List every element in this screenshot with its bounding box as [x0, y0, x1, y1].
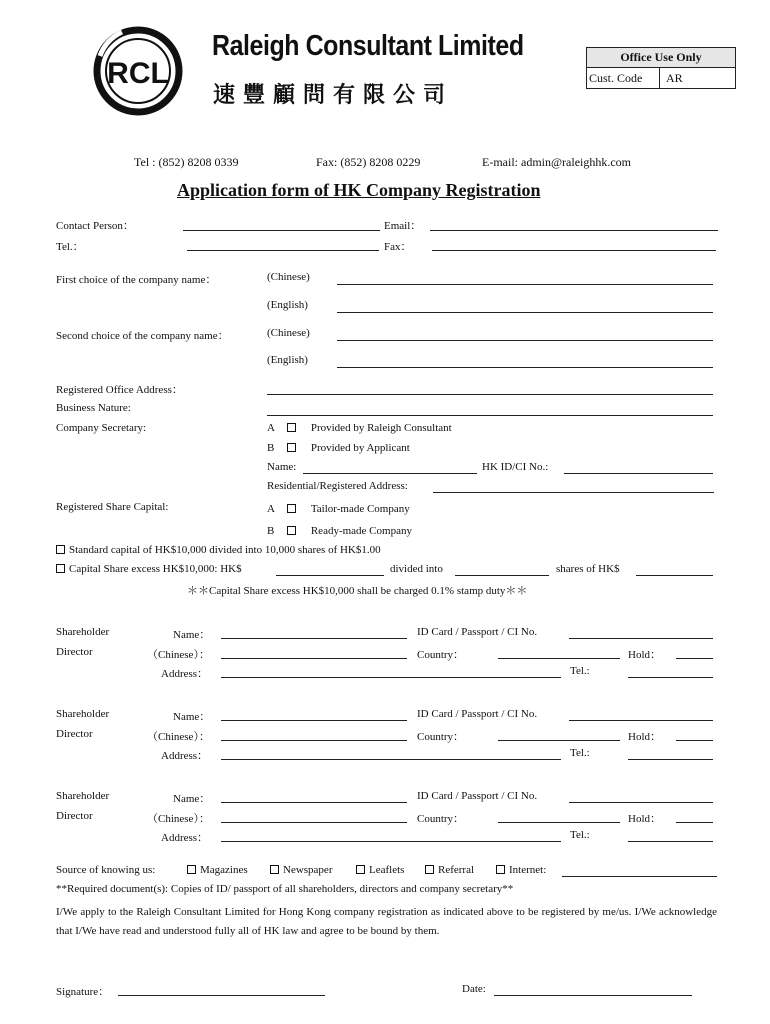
person-tel-label-3: Tel.:	[570, 829, 590, 841]
person-hold-field-1[interactable]	[676, 658, 713, 659]
first-english-field[interactable]	[337, 312, 713, 313]
contact-email: E-mail: admin@raleighhk.com	[482, 155, 632, 169]
option-b-letter: B	[267, 442, 275, 454]
source-option-text: Referral	[438, 864, 475, 876]
contact-person-label: Contact Person：	[56, 220, 134, 232]
share-option-b[interactable]	[267, 525, 412, 537]
source-leaflets[interactable]	[356, 864, 404, 876]
form-title: Application form of HK Company Registration	[177, 180, 541, 200]
source-label: Source of knowing us:	[56, 864, 156, 876]
secretary-option-b[interactable]	[267, 442, 410, 454]
excess-shares-field[interactable]	[455, 575, 549, 576]
person-chinese-label-3: （Chinese）：	[147, 813, 210, 825]
signature-field[interactable]	[118, 995, 325, 996]
checkbox-icon[interactable]	[496, 865, 505, 874]
shareholder-label-1: Shareholder	[56, 626, 110, 638]
cust-code-value: AR	[666, 71, 683, 85]
source-internet[interactable]	[496, 864, 546, 876]
second-chinese-label: (Chinese)	[267, 327, 310, 339]
person-chinese-label-1: （Chinese）：	[147, 649, 210, 661]
tel-field[interactable]	[187, 250, 379, 251]
divided-into-label: divided into	[390, 563, 443, 575]
fax-field[interactable]	[432, 250, 716, 251]
option-a-text: Provided by Raleigh Consultant	[310, 422, 452, 434]
person-country-field-2[interactable]	[498, 740, 620, 741]
person-country-field-3[interactable]	[498, 822, 620, 823]
person-chinese-label-2: （Chinese）：	[147, 731, 210, 743]
option-b-letter: B	[267, 525, 275, 537]
excess-capital-text: Capital Share excess HK$10,000: HK$	[69, 563, 242, 575]
email-label: Email：	[384, 220, 422, 232]
checkbox-icon[interactable]	[56, 564, 65, 573]
checkbox-icon[interactable]	[270, 865, 279, 874]
secretary-hkid-label: HK ID/CI No.:	[482, 461, 549, 473]
option-b-text: Ready-made Company	[310, 525, 412, 537]
person-id-field-1[interactable]	[569, 638, 713, 639]
person-hold-label-2: Hold：	[628, 731, 661, 743]
cust-code-label: Cust. Code	[587, 68, 660, 88]
person-hold-field-3[interactable]	[676, 822, 713, 823]
source-option-text: Internet:	[509, 864, 547, 876]
tel-label: Tel.：	[56, 241, 84, 253]
checkbox-icon[interactable]	[287, 504, 296, 513]
person-country-label-3: Country：	[417, 813, 465, 825]
second-english-field[interactable]	[337, 367, 713, 368]
first-chinese-label: (Chinese)	[267, 271, 310, 283]
director-label-1: Director	[56, 646, 93, 658]
person-name-field-3[interactable]	[221, 802, 407, 803]
person-id-label-1: ID Card / Passport / CI No.	[417, 626, 538, 638]
checkbox-icon[interactable]	[187, 865, 196, 874]
signature-label: Signature：	[56, 986, 110, 998]
shareholder-label-2: Shareholder	[56, 708, 110, 720]
secretary-address-field[interactable]	[433, 492, 714, 493]
person-country-label-1: Country：	[417, 649, 465, 661]
second-chinese-field[interactable]	[337, 340, 713, 341]
person-hold-label-1: Hold：	[628, 649, 661, 661]
business-nature-field[interactable]	[267, 415, 713, 416]
person-id-label-3: ID Card / Passport / CI No.	[417, 790, 538, 802]
person-chinese-field-1[interactable]	[221, 658, 407, 659]
source-option-text: Leaflets	[369, 864, 405, 876]
person-name-field-2[interactable]	[221, 720, 407, 721]
fax-label: Fax：	[384, 241, 412, 253]
person-chinese-field-2[interactable]	[221, 740, 407, 741]
email-field[interactable]	[430, 230, 718, 231]
director-label-3: Director	[56, 810, 93, 822]
registered-office-field[interactable]	[267, 394, 713, 395]
checkbox-icon[interactable]	[56, 545, 65, 554]
person-tel-label-2: Tel.:	[570, 747, 590, 759]
share-capital-label: Registered Share Capital:	[56, 501, 169, 513]
person-chinese-field-3[interactable]	[221, 822, 407, 823]
person-tel-field-2[interactable]	[628, 759, 713, 760]
person-hold-label-3: Hold：	[628, 813, 661, 825]
person-name-field-1[interactable]	[221, 638, 407, 639]
contact-person-field[interactable]	[183, 230, 380, 231]
person-address-field-3[interactable]	[221, 841, 561, 842]
person-address-field-1[interactable]	[221, 677, 561, 678]
option-a-text: Tailor-made Company	[310, 503, 410, 515]
source-referral[interactable]	[425, 864, 474, 876]
brand-name-chinese: 速豐顧問有限公司	[213, 83, 454, 108]
second-english-label: (English)	[267, 354, 308, 366]
share-option-a[interactable]	[267, 503, 410, 515]
first-chinese-field[interactable]	[337, 284, 713, 285]
person-name-label-1: Name：	[173, 629, 211, 641]
source-magazines[interactable]	[187, 864, 248, 876]
checkbox-icon[interactable]	[287, 443, 296, 452]
first-choice-label: First choice of the company name：	[56, 274, 217, 286]
source-newspaper[interactable]	[270, 864, 332, 876]
checkbox-icon[interactable]	[425, 865, 434, 874]
checkbox-icon[interactable]	[287, 423, 296, 432]
person-name-label-2: Name：	[173, 711, 211, 723]
director-label-2: Director	[56, 728, 93, 740]
option-a-letter: A	[267, 422, 275, 434]
option-a-letter: A	[267, 503, 275, 515]
stamp-duty-note: ＊＊Capital Share excess HK$10,000 shall be charged 0.1% stamp duty＊＊	[187, 585, 528, 597]
checkbox-icon[interactable]	[356, 865, 365, 874]
contact-fax: Fax: (852) 8208 0229	[316, 155, 421, 169]
secretary-name-label: Name:	[267, 461, 297, 473]
person-hold-field-2[interactable]	[676, 740, 713, 741]
person-tel-field-1[interactable]	[628, 677, 713, 678]
person-tel-field-3[interactable]	[628, 841, 713, 842]
first-english-label: (English)	[267, 299, 308, 311]
date-field[interactable]	[494, 995, 692, 996]
person-country-field-1[interactable]	[498, 658, 620, 659]
contact-tel: Tel : (852) 8208 0339	[134, 155, 239, 169]
person-tel-label-1: Tel.:	[570, 665, 590, 677]
company-logo	[92, 26, 184, 116]
secretary-label: Company Secretary:	[56, 422, 147, 434]
brand-name-english: Raleigh Consultant Limited	[212, 30, 524, 62]
secretary-option-a[interactable]	[267, 422, 452, 434]
excess-capital-option[interactable]	[56, 563, 242, 575]
second-choice-label: Second choice of the company name：	[56, 330, 229, 342]
date-label: Date:	[462, 983, 486, 995]
person-address-label-3: Address：	[161, 832, 209, 844]
person-id-field-2[interactable]	[569, 720, 713, 721]
required-documents: **Required document(s): Copies of ID/ passport of all shareholders, directors and company secretary**	[56, 883, 514, 895]
person-id-label-2: ID Card / Passport / CI No.	[417, 708, 538, 720]
source-option-text: Magazines	[200, 864, 248, 876]
person-address-label-1: Address：	[161, 668, 209, 680]
checkbox-icon[interactable]	[287, 526, 296, 535]
standard-capital-option[interactable]	[56, 544, 381, 556]
office-use-box	[586, 47, 736, 89]
person-address-label-2: Address：	[161, 750, 209, 762]
excess-par-field[interactable]	[636, 575, 713, 576]
registered-office-label: Registered Office Address：	[56, 384, 183, 396]
source-internet-field[interactable]	[562, 876, 717, 877]
secretary-address-label: Residential/Registered Address:	[267, 480, 408, 492]
excess-amount-field[interactable]	[276, 575, 384, 576]
logo-lettering: RCL	[107, 57, 169, 90]
shareholder-label-3: Shareholder	[56, 790, 110, 802]
person-name-label-3: Name：	[173, 793, 211, 805]
source-option-text: Newspaper	[283, 864, 333, 876]
secretary-hkid-field[interactable]	[564, 473, 713, 474]
standard-capital-text: Standard capital of HK$10,000 divided into 10,000 shares of HK$1.00	[69, 544, 381, 556]
shares-of-label: shares of HK$	[556, 563, 620, 575]
business-nature-label: Business Nature:	[56, 402, 131, 414]
declaration: I/We apply to the Raleigh Consultant Limited for Hong Kong company registration as indicated above to be registered by me/us. I/We acknowledge that I/We have read and understood fully all of HK law and agree to be bound by them.	[56, 906, 717, 937]
option-b-text: Provided by Applicant	[310, 442, 410, 454]
person-country-label-2: Country：	[417, 731, 465, 743]
secretary-name-field[interactable]	[303, 473, 477, 474]
person-id-field-3[interactable]	[569, 802, 713, 803]
person-address-field-2[interactable]	[221, 759, 561, 760]
office-use-title: Office Use Only	[587, 48, 735, 68]
